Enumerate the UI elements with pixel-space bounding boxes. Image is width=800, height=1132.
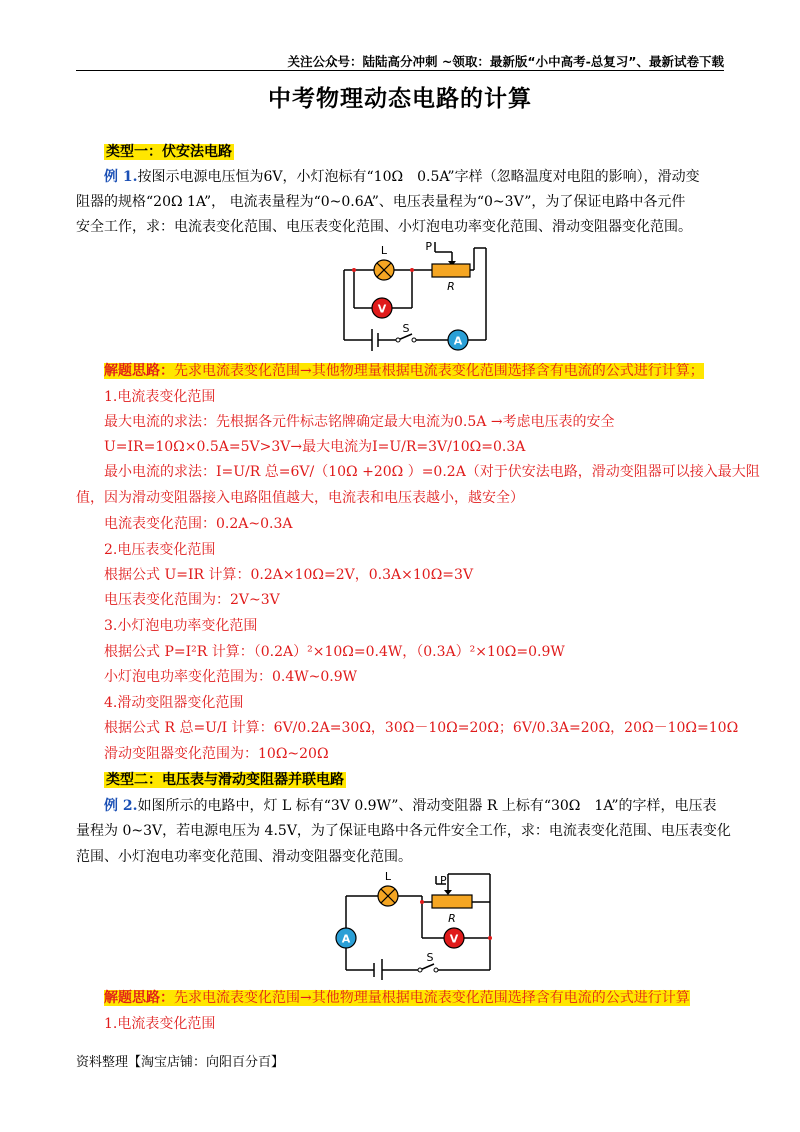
slider-label: P bbox=[440, 874, 447, 887]
example-2-line-1 bbox=[104, 797, 717, 815]
voltmeter-label: V bbox=[377, 302, 387, 316]
lamp-label: L bbox=[380, 244, 388, 257]
rheostat bbox=[432, 895, 472, 908]
footer: 资料整理【淘宝店铺：向阳百分百】 bbox=[76, 1055, 285, 1070]
step-2-line-2: 电压表变化范围为：2V~3V bbox=[104, 592, 280, 608]
rheostat bbox=[432, 264, 470, 277]
step-2-line-1: 根据公式 U=IR 计算：0.2A×10Ω=2V，0.3A×10Ω=3V bbox=[104, 567, 474, 583]
ammeter-label: A bbox=[453, 334, 463, 348]
example-1-line-2: 阻器的规格“20Ω 1A”， 电流表量程为“0~0.6A”、电压表量程为“0~3V”，为了保证电路中各元件 bbox=[76, 194, 686, 210]
example-1-line-3: 安全工作，求：电流表变化范围、电压表变化范围、小灯泡电功率变化范围、滑动变阻器变化范围。 bbox=[76, 219, 692, 235]
example-2-label: 例 2. bbox=[104, 798, 138, 814]
example-2-text-1: 如图所示的电路中，灯 L 标有“3V 0.9W”、滑动变阻器 R 上标有“30Ω 1A”的字样，电压表 bbox=[137, 798, 717, 814]
header-divider bbox=[76, 70, 724, 71]
step-1-line-1: 最大电流的求法：先根据各元件标志铭牌确定最大电流为0.5A →考虑电压表的安全 bbox=[104, 414, 615, 430]
step-4-heading: 4.滑动变阻器变化范围 bbox=[104, 695, 244, 711]
type-1-heading bbox=[104, 143, 234, 161]
step-4-line-1: 根据公式 R 总=U/I 计算：6V/0.2A=30Ω，30Ω－10Ω=20Ω；6V/0.3A=20Ω，20Ω－10Ω=10Ω bbox=[104, 720, 739, 736]
ex2-step-1-heading: 1.电流表变化范围 bbox=[104, 1016, 216, 1032]
page-title: 中考物理动态电路的计算 bbox=[268, 86, 532, 112]
type-2-heading bbox=[104, 771, 346, 789]
thinking-1-text: 先求电流表变化范围→其他物理量根据电流表变化范围选择含有电流的公式进行计算； bbox=[174, 363, 704, 379]
circuit-diagram-2 bbox=[330, 868, 502, 980]
step-3-line-1: 根据公式 P=I²R 计算：（0.2A）²×10Ω=0.4W，（0.3A）²×10Ω=0.9W bbox=[104, 644, 565, 660]
switch-label: S bbox=[426, 951, 434, 964]
step-3-heading: 3.小灯泡电功率变化范围 bbox=[104, 618, 258, 634]
example-1-label: 例 1. bbox=[104, 169, 138, 185]
step-4-line-2: 滑动变阻器变化范围为：10Ω~20Ω bbox=[104, 746, 329, 762]
example-1-text-1: 按图示电源电压恒为6V，小灯泡标有“10Ω 0.5A”字样（忽略温度对电阻的影响），滑动变 bbox=[137, 169, 700, 185]
thinking-2 bbox=[104, 989, 690, 1007]
thinking-1-label: 解题思路： bbox=[104, 363, 174, 379]
example-2-line-2: 量程为 0~3V，若电源电压为 4.5V，为了保证电路中各元件安全工作，求：电流表变化范围、电压表变化 bbox=[76, 823, 731, 839]
thinking-2-text: 先求电流表变化范围→其他物理量根据电流表变化范围选择含有电流的公式进行计算 bbox=[174, 990, 690, 1006]
resistor-label: R bbox=[448, 912, 456, 925]
ammeter-label: A bbox=[341, 932, 351, 946]
example-2-line-3: 范围、小灯泡电功率变化范围、滑动变阻器变化范围。 bbox=[76, 849, 412, 865]
type-1-label: 类型一：伏安法电路 bbox=[106, 144, 232, 160]
step-3-line-2: 小灯泡电功率变化范围为：0.4W~0.9W bbox=[104, 669, 358, 685]
resistor-label: R bbox=[447, 280, 455, 293]
step-1-line-2: U=IR=10Ω×0.5A=5V>3V→最大电流为I=U/R=3V/10Ω=0.3A bbox=[104, 439, 526, 455]
thinking-2-label: 解题思路： bbox=[104, 990, 174, 1006]
step-1-line-3: 最小电流的求法：I=U/R 总=6V/（10Ω +20Ω ）=0.2A（对于伏安法电路，滑动变阻器可以接入最大阻 bbox=[104, 464, 760, 480]
example-1-line-1 bbox=[104, 168, 700, 186]
lamp-label: L bbox=[384, 870, 392, 883]
slider-label: P bbox=[425, 240, 432, 253]
circuit-diagram-1 bbox=[336, 240, 496, 356]
voltmeter-label: V bbox=[449, 932, 459, 946]
header-note: 关注公众号：陆陆高分冲刺 ~领取：最新版“小中高考-总复习”、最新试卷下载 bbox=[287, 54, 724, 69]
step-1-heading: 1.电流表变化范围 bbox=[104, 389, 216, 405]
step-2-heading: 2.电压表变化范围 bbox=[104, 542, 216, 558]
step-1-line-5: 电流表变化范围：0.2A~0.3A bbox=[104, 516, 293, 532]
step-1-line-4: 值，因为滑动变阻器接入电路阻值越大，电流表和电压表越小，越安全） bbox=[76, 490, 524, 506]
type-2-label: 类型二：电压表与滑动变阻器并联电路 bbox=[106, 772, 344, 788]
thinking-1 bbox=[104, 362, 704, 380]
switch-label: S bbox=[402, 322, 410, 335]
